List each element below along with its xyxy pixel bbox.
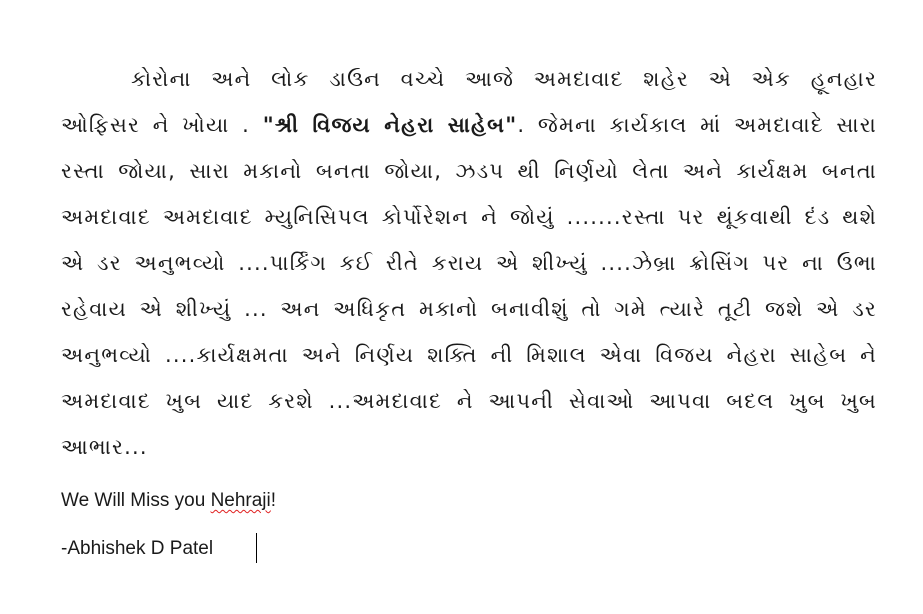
misspelled-name[interactable]: Nehraji [210, 490, 271, 511]
tribute-paragraph [61, 56, 877, 470]
miss-you-prefix: We Will Miss you [61, 490, 211, 511]
signature-line: -Abhishek D Patel [61, 538, 214, 559]
miss-you-line [61, 490, 276, 512]
paragraph-body-text: . જેમના કાર્યકાલ માં અમદાવાદે સારા રસ્તા જોયા, સારા મકાનો બનતા જોયા, ઝડપ થી નિર્ણયો લેતા અને કાર્યક્ષમ બનતા અમદાવાદ અમદાવાદ મ્યુનિસિપલ કોર્પોરેશન ને જોયું .......રસ્તા પર થૂંકવાથી દંડ થશે એ ડર અનુભવ્યો ....પાર્કિંગ કઈ રીતે કરાય એ શીખ્યું ....ઝેબ્રા ક્રોસિંગ પર ના ઉભા રહેવાય એ શીખ્યું ... અન અધિકૃત મકાનો બનાવીશું તો ગમે ત્યારે તૂટી જશે એ ડર અનુભવ્યો ....કાર્યક્ષમતા અને નિર્ણય શક્તિ ની મિશાલ એવા વિજય નેહરા સાહેબ ને અમદાવાદ ખુબ યાદ કરશે ...અમદાવાદ ને આપની સેવાઓ આપવા બદલ ખુબ ખુબ આભાર... [61, 113, 877, 459]
paragraph-intro-text: કોરોના અને લોક ડાઉન વચ્ચે આજે અમદાવાદ શહેર એ એક હૂનહાર ઓફિસર ને ખોયા . [61, 67, 877, 137]
miss-you-suffix: ! [270, 490, 277, 511]
text-cursor [256, 533, 257, 563]
officer-name-bold: "શ્રી વિજય નેહરા સાહેબ" [262, 113, 518, 137]
